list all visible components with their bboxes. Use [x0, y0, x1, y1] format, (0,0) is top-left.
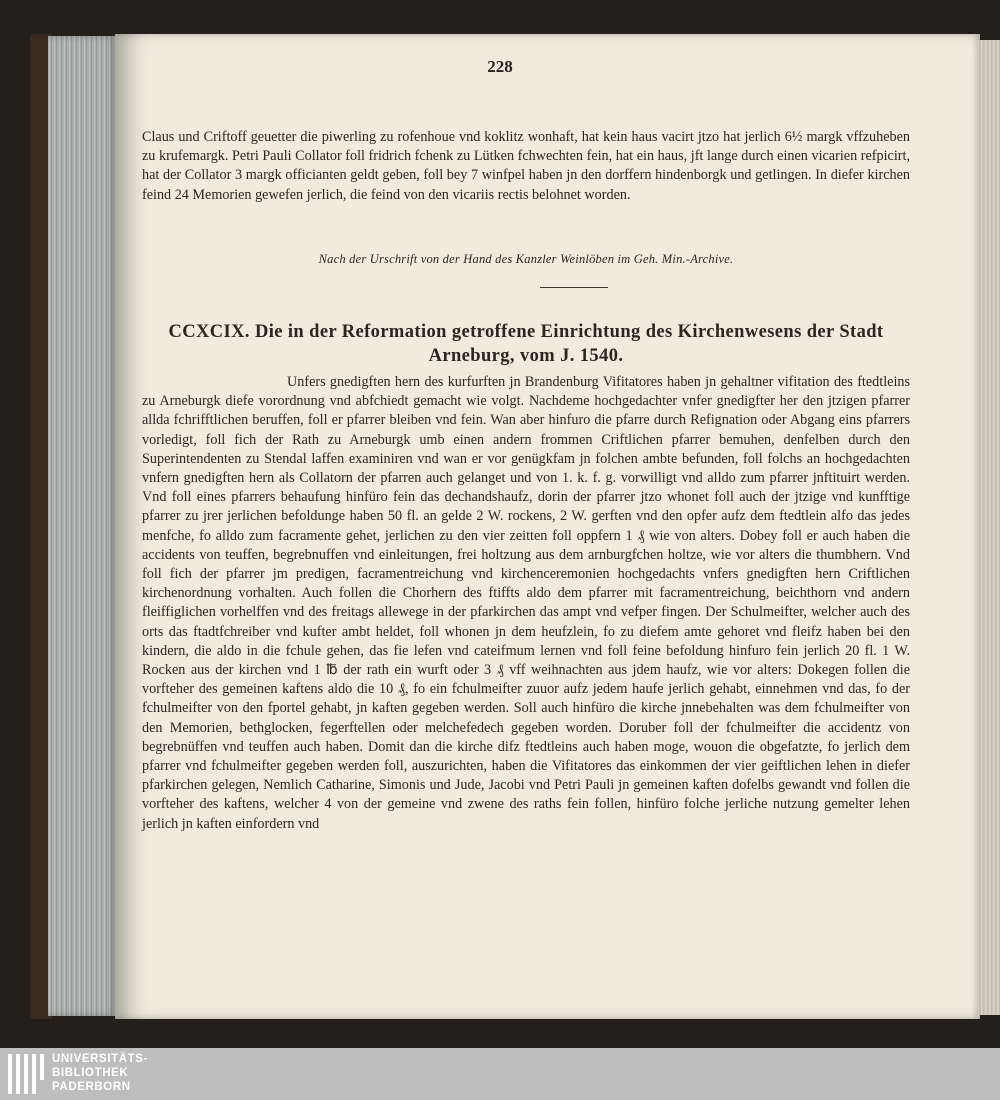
- page-stack-edge: [48, 36, 118, 1016]
- library-footer: [0, 1048, 1000, 1100]
- library-logo-icon: [8, 1054, 44, 1094]
- paragraph-continued: Claus und Criftoff geuetter die piwerling zu rofenhoue vnd koklitz wonhaft, hat kein haus vacirt jtzo hat jerlich 6½ margk vffzuheben zu krufemargk. Petri Pauli Collator foll fridrich fchenk zu Lütken fchwechten fein, hat ein haus, jft lange durch einen vicarien refpicirt, hat der Collator 3 margk officianten geldt geben, foll bey 7 winfpel haben jn den dorffern hindenborgk und getlingen. In diefer kirchen feind 24 Memorien gewefen jerlich, die feind von den vicariis rectis belohnet worden.: [142, 129, 910, 203]
- library-name-line3: PADERBORN: [52, 1081, 131, 1093]
- section-divider: [540, 287, 608, 288]
- right-page-edge: [978, 40, 1000, 1015]
- source-note: Nach der Urschrift von der Hand des Kanzler Weinlöben im Geh. Min.-Archive.: [318, 252, 734, 266]
- section-heading: CCXCIX. Die in der Reformation getroffene Einrichtung des Kirchenwesens der Stadt Arneburg, vom J. 1540.: [168, 322, 884, 366]
- library-name-line2: BIBLIOTHEK: [52, 1067, 129, 1079]
- library-name: [52, 1052, 148, 1094]
- paragraph-body: Unfers gnedigften hern des kurfurften jn Brandenburg Vifitatores haben jn gehaltner vifitation des ftedtleins zu Arneburgk diefe vorordnung vnd abfchiedt gemacht wie volgt. Nachdeme hochgedachter vnfer gnedigfter her den jtzigen pfarrer allda fchrifftlichen beruffen, foll er pfarrer bleiben vnd fein. Wan aber hinfuro die pfarre durch Refignation oder Abgang eins pfarrers vorledigt, foll fich der Rath zu Arneburgk umb einen andern frommen Criftlichen pfarrer bemuhen, denfelben durch den Superintendenten zu Stendal laffen examiniren vnd wan er vor genügkfam jn folchen ambte befunden, foll folchs an hochgedachten vnfern gnedigften hern als Collatorn der pfarren auch gelanget und von 1. k. f. g. vorwilligt vnd alldo zum pfarrer jnftituirt werden. Vnd foll eines pfarrers behaufung hinfüro fein das dechandshaufz, dorin der pfarrer jtzo whonet foll auch der jtzige vnd kunfftige pfarrer zu jrer jerlichen befoldunge haben 50 fl. an gelde 2 W. rockens, 2 W. gerften vnd den opfer aufz dem ftedtlein alfo das jedes menfche, fo alldo zum facramente gehet, jerlichen zu den vier zeitten foll oppfern 1 ₰ wie von alters. Dobey foll er auch haben die accidents von teuffen, begrebnuffen vnd einleitungen, frei holtzung aus dem arnburgfchen holtze, wie vor alters die thumbhern. Vnd foll fich der pfarrer jm predigen, facramentreichung vnd kirchenceremonien hochgedachts vnfers gnedigften hern Criftlichen kirchenordnung vorhalten. Auch follen die Chorhern des ftiffts aldo dem pfarrer mit facramentreichung, beichthorn vnd andern fleiffiglichen vorhelffen vnd des freitags allewege in der pfarkirchen das ampt vnd vefper fingen. Der Schulmeifter, welcher auch des orts das ftadtfchreiber vnd kufter ambt heldet, foll whonen jn dem heufzlein, fo zu diefem amte gehoret vnd fleifz haben bei den kindern, die aldo in die fchule gehen, das fie lefen vnd cateifmum lernen vnd foll feine befoldung hinfuro fein jerlich 20 fl. 1 W. Rocken aus der kirchen vnd 1 ℔ der rath ein wurft oder 3 ₰ vff weihnachten aus jdem haufz, wie vor alters: Dokegen follen die vorfteher des gemeinen kaftens aldo die 10 ₰, fo ein fchulmeifter zuuor aufz jedem haufe jerlich gehabt, einnehmen vnd das, fo der fchulmeifter von den fportel gehabt, jn kaften gegeben werden. Soll auch hinfüro die kirche jnnebehalten was dem fchulmeifter von den Memorien, bethglocken, fegerftellen oder melchefedech gegeben worden. Doruber foll der fchulmeifter die accidentz von begrebnüffen vnd teuffen auch haben. Domit dan die kirche difz ftedtleins auch haben moge, wouon die obgefatzte, fo jerlich dem pfarrer vnd fchulmeifter gegeben werden foll, auszurichten, haben die Vifitatores das einkommen der vier geiftlichen lehen in diefer pfarkirchen gelegen, Nemlich Catharine, Simonis und Jude, Jacobi vnd Petri Pauli jn gemeinen kaften dofelbs gewandt vnd follen die vorfteher des kaftens, welcher 4 von der gemeine vnd zwene des raths fein follen, hinfüro folche jerliche nutzung gemelter lehen jerlich jn kaften einfordern vnd: [142, 374, 910, 832]
- library-name-line1: UNIVERSITÄTS-: [52, 1053, 148, 1065]
- page-number: 228: [487, 57, 513, 76]
